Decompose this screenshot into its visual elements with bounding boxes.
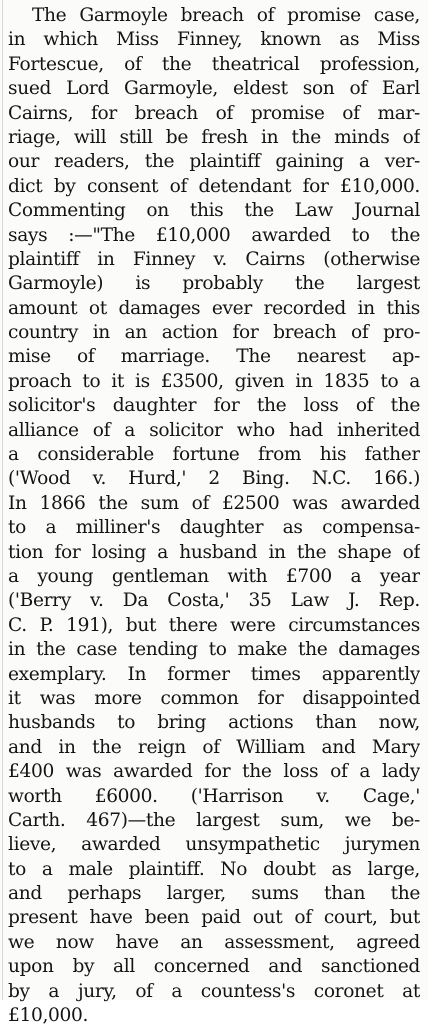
article-line: in the case tending to make the damages <box>8 639 420 661</box>
article-line: upon by all concerned and sanctioned <box>8 956 420 978</box>
column-rule <box>2 0 3 1000</box>
article-line: riage, will still be fresh in the minds of <box>8 126 420 148</box>
article-line: plaintiff in Finney v. Cairns (otherwise <box>8 248 420 270</box>
article-line: and perhaps larger, sums than the <box>8 883 420 905</box>
article-line: alliance of a solicitor who had inherited <box>8 419 420 441</box>
article-line: our readers, the plaintiff gaining a ver- <box>8 151 420 173</box>
article-line: a young gentleman with £700 a year <box>8 565 420 587</box>
article-line: £400 was awarded for the loss of a lady <box>8 761 420 783</box>
article-line: Fortescue, of the theatrical profession, <box>8 53 420 75</box>
article-line: solicitor's daughter for the loss of the <box>8 395 420 417</box>
article-line: Cairns, for breach of promise of mar- <box>8 102 420 124</box>
article-line: husbands to bring actions than now, <box>8 712 420 734</box>
article-line: in which Miss Finney, known as Miss <box>8 29 420 51</box>
article-line: tion for losing a husband in the shape of <box>8 541 420 563</box>
article-line: Carth. 467)—the largest sum, we be- <box>8 809 420 831</box>
article-line: by a jury, of a countess's coronet at <box>8 980 420 1002</box>
article-line: Commenting on this the Law Journal <box>8 200 420 222</box>
article-line: and in the reign of William and Mary <box>8 736 420 758</box>
article-line: £10,000. <box>8 1005 89 1027</box>
article-line: amount ot damages ever recorded in this <box>8 297 420 319</box>
article-line: ('Berry v. Da Costa,' 35 Law J. Rep. <box>8 590 420 612</box>
article-line: to a milliner's daughter as compensa- <box>8 517 420 539</box>
article-line: country in an action for breach of pro- <box>8 322 420 344</box>
article-line: lieve, awarded unsympathetic jurymen <box>8 834 420 856</box>
article-line: worth £6000. ('Harrison v. Cage,' <box>8 785 420 807</box>
article-line: a considerable fortune from his father <box>8 444 420 466</box>
article-line: says :—"The £10,000 awarded to the <box>8 224 420 246</box>
article-line: to a male plaintiff. No doubt as large, <box>8 858 420 880</box>
article-text <box>8 4 420 1028</box>
article-line: ('Wood v. Hurd,' 2 Bing. N.C. 166.) <box>8 468 420 490</box>
article-line: mise of marriage. The nearest ap- <box>8 346 420 368</box>
article-line: proach to it is £3500, given in 1835 to a <box>8 370 420 392</box>
article-line: sued Lord Garmoyle, eldest son of Earl <box>8 78 420 100</box>
article-line: In 1866 the sum of £2500 was awarded <box>8 492 420 514</box>
article-line: present have been paid out of court, but <box>8 907 420 929</box>
article-line: it was more common for disappointed <box>8 687 420 709</box>
article-line: The Garmoyle breach of promise case, <box>32 5 420 26</box>
article-line: dict by consent of detendant for £10,000. <box>8 175 420 197</box>
article-line: we now have an assessment, agreed <box>8 931 420 953</box>
article-line: exemplary. In former times apparently <box>8 663 420 685</box>
article-line: C. P. 191), but there were circumstances <box>8 614 420 636</box>
article-line: Garmoyle) is probably the largest <box>8 273 420 295</box>
